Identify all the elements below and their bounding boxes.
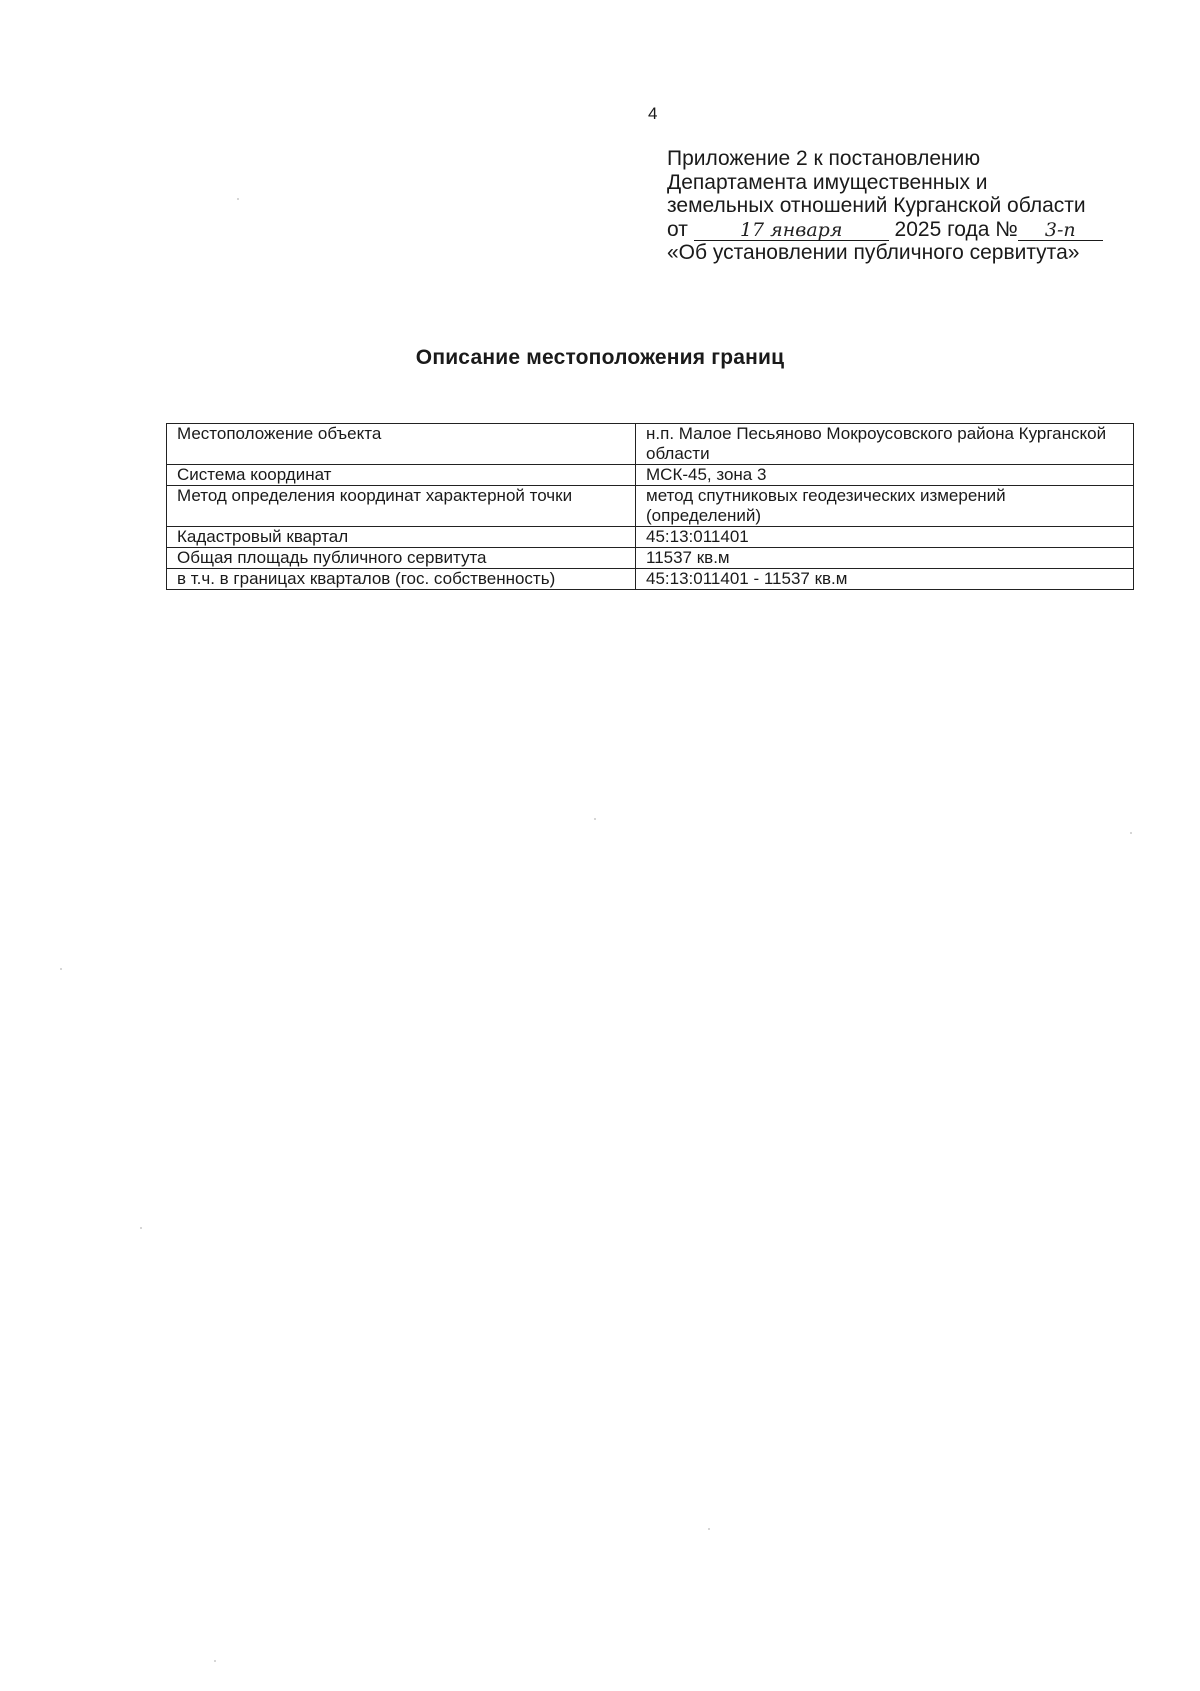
table-row bbox=[167, 569, 1134, 590]
row-label: Общая площадь публичного сервитута bbox=[167, 548, 636, 569]
scan-speck bbox=[140, 1227, 142, 1229]
row-value: 45:13:011401 - 11537 кв.м bbox=[636, 569, 1134, 590]
appendix-line-5: «Об установлении публичного сервитута» bbox=[667, 241, 1080, 264]
table-row bbox=[167, 548, 1134, 569]
scan-speck bbox=[237, 198, 239, 200]
scan-speck bbox=[60, 968, 62, 970]
appendix-date-line bbox=[667, 218, 1103, 242]
year-text: 2025 года № bbox=[894, 217, 1018, 241]
row-label: в т.ч. в границах кварталов (гос. собственность) bbox=[167, 569, 636, 590]
document-title: Описание местоположения границ bbox=[415, 346, 785, 369]
row-value: 45:13:011401 bbox=[636, 527, 1134, 548]
scan-speck bbox=[708, 1528, 710, 1530]
scan-speck bbox=[1130, 832, 1132, 834]
table-row bbox=[167, 486, 1134, 527]
row-label: Кадастровый квартал bbox=[167, 527, 636, 548]
table-row bbox=[167, 527, 1134, 548]
row-value: МСК-45, зона 3 bbox=[636, 465, 1134, 486]
page-number: 4 bbox=[648, 104, 658, 123]
table-row bbox=[167, 465, 1134, 486]
row-label: Система координат bbox=[167, 465, 636, 486]
scan-speck bbox=[594, 818, 596, 820]
appendix-line-1: Приложение 2 к постановлению bbox=[667, 147, 981, 170]
row-label: Метод определения координат характерной точки bbox=[167, 486, 636, 527]
boundary-info-table bbox=[166, 423, 1134, 590]
scan-speck bbox=[214, 1660, 216, 1662]
date-prefix: от bbox=[667, 217, 688, 241]
handwritten-date: 17 января bbox=[694, 220, 889, 241]
handwritten-number: 3-п bbox=[1018, 220, 1103, 241]
appendix-line-2: Департамента имущественных и bbox=[667, 170, 988, 194]
row-value: метод спутниковых геодезических измерений (определений) bbox=[636, 486, 1134, 527]
row-label: Местоположение объекта bbox=[167, 424, 636, 465]
table-row bbox=[167, 424, 1134, 465]
appendix-line-3: земельных отношений Курганской области bbox=[667, 194, 1086, 217]
row-value: н.п. Малое Песьяново Мокроусовского района Курганской области bbox=[636, 424, 1134, 465]
row-value: 11537 кв.м bbox=[636, 548, 1134, 569]
appendix-header bbox=[667, 147, 1103, 265]
